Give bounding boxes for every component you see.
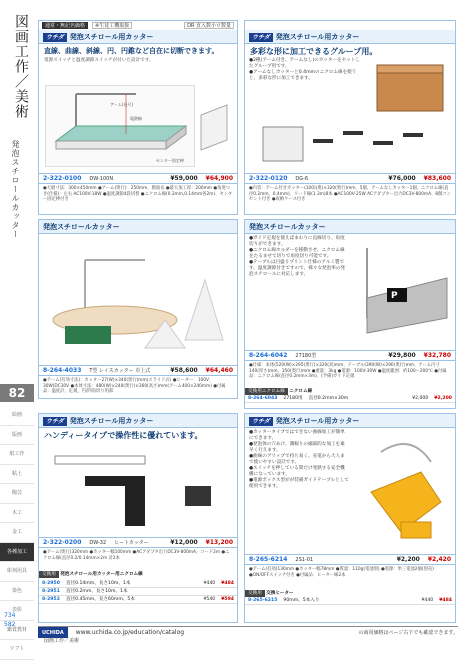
footer-note: の商用価格はページ右下でも確認できます。 (358, 630, 458, 636)
price-regular: ¥59,000 (170, 174, 198, 182)
card-tags (39, 21, 237, 30)
table-row (245, 597, 455, 605)
price-regular: ¥29,800 (388, 351, 416, 359)
sidebar-index-item[interactable]: 各種加工 (0, 543, 34, 563)
product-spec: ●仕様：本体(520(W)×295(奥行)×320(高)mm、テーブル(390(W)×290(奥行)mm、アーム内寸140(厚さ)mm、350(奥行)mm ●重量：3kg ●電源：100V-30W ●温度範囲：約100〜200℃ ●付属品：ニクロム線(直径0.2mm×3m)、(予備)ガイド定規 (249, 363, 447, 380)
card-title: ウチダ 発泡スチロール用カッター (245, 30, 455, 44)
product-code[interactable]: 8-265-6214 (249, 555, 288, 563)
product-code[interactable]: 8-264-6042 (249, 351, 288, 359)
replacement-parts (39, 571, 237, 604)
product-card-27180 (244, 219, 456, 409)
feature-item: ●発泡体の穴あけ、溝掘りの細部的な加工を素早く行えます。 (249, 442, 345, 453)
price-regular: ¥440 (421, 598, 434, 603)
brand-logo: ウチダ (43, 33, 67, 42)
sample-image (197, 85, 233, 167)
sidebar-index-item[interactable]: 彫刻用具 (0, 562, 34, 582)
page-footer (38, 626, 458, 638)
sidebar-index-item[interactable]: 木工 (0, 504, 34, 524)
card-body: 電源スイッチと温度調節スイッチが付いた設計です。 (44, 58, 154, 63)
feature-item: ●2種(アーム付き、アームなし)のカッターをセットしたグループ用です。 (249, 58, 361, 69)
price-regular: ¥76,000 (388, 174, 416, 182)
table-row (39, 596, 237, 604)
price-tax-included: ¥2,420 (427, 555, 451, 563)
product-spec: ●内容：アーム付きカッター(100)(奥)×320(奥行)mm、5個、アームなしカッター1個、ニクロム線(直径0.2mm、0.4mm)、リード線(1.3m)8本 ●AC100V-25W ACアダプター出力DC3V-800mA、8個コンセント付き ●収納ケース付き (249, 186, 451, 203)
case-image (371, 57, 451, 117)
product-image (45, 240, 233, 360)
table-row (39, 580, 237, 588)
card-headline: 直線、曲線、斜線、円、円錐など自在に切断できます。 (44, 47, 219, 55)
brand-logo: ウチダ (43, 417, 67, 426)
price-row (39, 365, 237, 376)
price-tax-included: ¥594 (221, 597, 234, 602)
table-row (39, 588, 237, 596)
feature-item: ●カッタータイプではできない曲線加工が簡単にできます。 (249, 430, 345, 441)
catalog-main (38, 0, 458, 644)
feature-item: ●ガイド定規を使えばまわりに直線切り、角度切りができます。 (249, 236, 345, 247)
parts-spec: 直径0.2mm×30m (308, 396, 349, 401)
product-card-dg6 (244, 20, 456, 215)
kit-image (253, 121, 449, 167)
parts-tag: 交換用 (245, 590, 265, 597)
price-tax-included: ¥64,460 (205, 366, 233, 374)
footer-section: 図画工作／美術 (44, 638, 80, 644)
brand-logo: ウチダ (249, 417, 273, 426)
feature-item: ●テーブルは目盛りプリント仕様のアルミ製です。温度調節付きですので、様々な発泡率の発泡スチロールに対応します。 (249, 260, 346, 277)
card-title: ウチダ 発泡スチロール用カッター (39, 414, 237, 428)
replacement-parts (245, 388, 455, 403)
sidebar-index-item[interactable]: 粘土 (0, 465, 34, 485)
parts-tag: 交換用 (39, 571, 59, 578)
card-headline: 多彩な形に加工できるグループ用。 (250, 47, 378, 56)
model-number: 27180用 (283, 396, 303, 401)
product-spec: ●アーム(有効)130mm ●カッター幅78mm ●質量：110g(電池別) ●電源：単三電池2個(別売) ●ON/OFFスイッチ付き ●付属品：ヒーター線2本 (249, 567, 434, 578)
feature-item: ●曲線のグリップで持ち易く、充電から大人まで使いやすい設計です。 (249, 454, 345, 465)
price-regular: ¥2,200 (396, 555, 420, 563)
tag: DR 直入数小ロ数量 (184, 22, 234, 29)
product-code[interactable]: 8-265-6215 (248, 598, 278, 603)
feature-item: ●ニクロム線ホルダーを移動させ、ニクロム線をたるませて切りで角度切り可能です。 (249, 248, 345, 259)
replacement-parts (245, 590, 455, 605)
price-row (39, 537, 237, 548)
catalog-url[interactable]: www.uchida.co.jp/education/catalog (75, 629, 185, 636)
sidebar-index-item[interactable]: ソフト (0, 640, 34, 660)
sidebar-index-item[interactable]: 染色 (0, 582, 34, 602)
svg-text:P: P (391, 291, 398, 301)
parts-label: 交換ヒーター (266, 591, 294, 596)
parts-spec: 直径0.14mm、長さ10m、1本 (65, 581, 131, 586)
sidebar-index-item[interactable]: 版画 (0, 426, 34, 446)
price-tax-included: ¥484 (221, 581, 234, 586)
parts-spec: 直径0.45mm、長さ60mm、5本 (65, 597, 135, 602)
product-image (361, 432, 453, 550)
card-title: ウチダ 発泡スチロール用カッター (245, 414, 455, 428)
price-regular: ¥12,000 (170, 538, 198, 546)
model-note: ヒートカッター (114, 539, 149, 546)
product-card-2s1 (244, 413, 456, 623)
product-code[interactable]: 2-322-0200 (43, 538, 82, 546)
price-tax-included: ¥32,780 (423, 351, 451, 359)
product-image (45, 446, 233, 530)
product-spec: ●アーム(有効寸法)：カッター27(W)×340(奥行)mm(スライド式) ●ヒーター：100V、30W(DC30V ●本体寸法：480(W)×240(奥行)×360(高さ)mm(アーム400×240mm) ●付属品：温度計、定規、円/四角切り用部 (43, 378, 226, 395)
price-tax-included: ¥64,900 (205, 174, 233, 182)
product-code[interactable]: 8-264-6043 (248, 396, 278, 401)
product-image (45, 85, 195, 167)
card-headline: ハンディータイプで操作性に優れています。 (44, 431, 203, 440)
parts-spec: 直径0.2mm、長さ10m、1本 (65, 589, 128, 594)
product-code[interactable]: 2-322-0100 (43, 174, 82, 182)
card-title: ウチダ 発泡スチロール用カッター (39, 30, 237, 44)
product-code[interactable]: 8-2951 (42, 589, 60, 594)
product-card-dw32 (38, 413, 238, 623)
callout-label: アーム(長尺) (110, 102, 134, 107)
callout-label: 電熱線 (130, 116, 142, 121)
model-number: DG-6 (295, 175, 309, 182)
price-regular: ¥58,600 (170, 366, 198, 374)
sidebar-index-item[interactable]: 絵画 (0, 406, 34, 426)
tag: ※生徒工機取扱 (92, 22, 132, 29)
ref-link[interactable]: 582 (4, 621, 16, 628)
product-spec: ●アーム(奥行)320mm ●カッター幅100mm ●ACアダプタ出力DC3V-800mA、コード2m ●ニクロム線(直径0.2/0.14mm×2m 計2本 (43, 550, 230, 561)
feature-list (245, 234, 349, 280)
brand-logo: ウチダ (249, 33, 273, 42)
price-regular: ¥440 (203, 581, 216, 586)
page-number: 82 (0, 384, 34, 402)
price-tax-included: ¥484 (439, 598, 452, 603)
parts-label: 発泡スチロール用カッター用ニクロム線 (60, 572, 143, 577)
parts-spec: 90mm、5本入り (283, 598, 320, 603)
card-title: 発泡スチロールカッター (39, 220, 237, 234)
section-subtitle: 発泡スチロールカッター (11, 140, 20, 239)
ref-link[interactable]: 734 (4, 612, 16, 619)
callout-label: センター固定棒 (156, 158, 184, 163)
product-image (357, 238, 453, 344)
price-regular: ¥2,000 (412, 396, 429, 401)
price-row (245, 554, 455, 565)
feature-item: ●アームなしカッターと0.4mmのニクロム線を使うと、多彩な形に加工できます。 (249, 70, 357, 81)
price-regular: ¥540 (203, 597, 216, 602)
sidebar (0, 0, 34, 652)
sidebar-index-item[interactable]: 陶芸 (0, 484, 34, 504)
feature-list (245, 56, 365, 84)
model-number: DW-32 (89, 539, 107, 546)
model-number: 2S1-01 (295, 556, 314, 563)
model-number: T型 レイスカッター 卓上式 (89, 367, 151, 374)
product-spec: ●天板寸法：300×450mm ●アーム(奥行)：250mm、断面長 ●最大加工厚：200mm ●角度つき(仕様)：左右 AC100V-18W ●温度調節4段切替 ●ニクロム線(0.2mm,0.14mm各2m)、センター固定棒付き (43, 186, 233, 203)
feature-item: ●スイッチを押している間だけ発熱する安全機構になっています。 (249, 466, 345, 477)
table-row (245, 395, 455, 403)
sidebar-refs (4, 611, 15, 629)
product-card-dw100n (38, 20, 238, 215)
product-code[interactable]: 8-2950 (42, 581, 60, 586)
price-tax-included: ¥13,200 (205, 538, 233, 546)
product-code[interactable]: 8-264-4033 (43, 366, 82, 374)
section-title: 図画工作／美術 (13, 14, 29, 119)
parts-tag: 交換用ニクロム線 (245, 388, 288, 395)
product-code[interactable]: 2-322-0120 (249, 174, 288, 182)
sidebar-index-item[interactable]: 鑑賞教材 (0, 621, 34, 641)
product-code[interactable]: 8-2952 (42, 597, 60, 602)
tag: 通常・無記名価格 (42, 22, 88, 29)
feature-item: ●電源ボックス型がが装備ガイドテープルとして使用できます。 (249, 478, 349, 489)
sidebar-index-item[interactable]: 紙工作 (0, 445, 34, 465)
product-card-t-type (38, 219, 238, 399)
price-row (245, 350, 455, 361)
price-row (245, 173, 455, 184)
sidebar-index-item[interactable]: 表彰 (0, 601, 34, 621)
sidebar-index-item[interactable]: 金工 (0, 523, 34, 543)
feature-list (245, 428, 353, 492)
price-row (39, 173, 237, 184)
price-tax-included: ¥83,600 (423, 174, 451, 182)
parts-label: ニクロム線 (289, 389, 313, 394)
model-number: 27180型 (295, 352, 317, 359)
price-tax-included: ¥2,200 (434, 396, 452, 401)
company-logo: UCHIDA (38, 627, 68, 638)
model-number: DW-100N (89, 175, 114, 182)
card-title: 発泡スチロールカッター (245, 220, 455, 234)
